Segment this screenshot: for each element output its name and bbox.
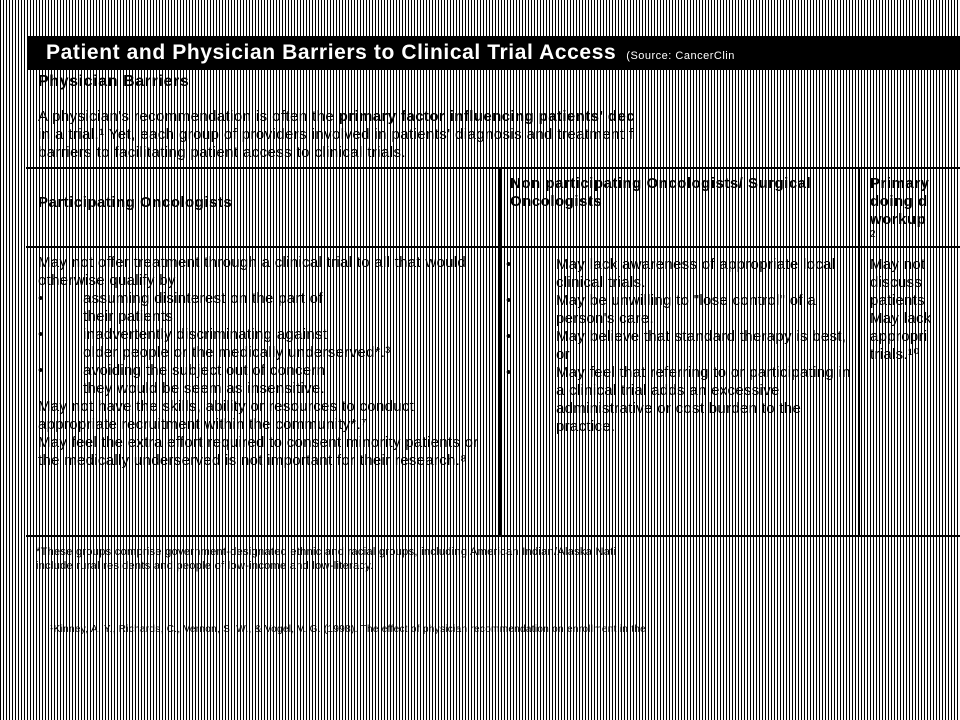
column-divider-1 bbox=[499, 167, 501, 537]
list-item: • inadvertently discriminating against bbox=[38, 326, 328, 343]
slide-title: Patient and Physician Barriers to Clinical Trial Access bbox=[46, 41, 617, 64]
cell-paragraph: May not have the skills, ability or resources to conduct appropriate recruitment within the community*.⁷ bbox=[38, 398, 415, 433]
table-top-rule bbox=[26, 167, 960, 169]
bullet-icon: • bbox=[38, 362, 44, 379]
participating-oncologists-cell: May not offer treatment through a clinical trial to all that would otherwise qualify by • assuming disinterest on the part of their patients • inadvertently discriminating against older people or the medically underserved*.³ • avoiding the subject out of concern they would be seem as insensitive. May not have the skills, ability or resources to conduct appropriate recruitment within the community*.⁷ May feel the extra effort required to consent minority patients or the medically underserved is not important for their research.⁸ bbox=[38, 254, 493, 532]
nonparticipating-oncologists-cell bbox=[506, 256, 856, 532]
header-participating-oncologists: Participating Oncologists bbox=[38, 194, 233, 211]
section-heading: Physician Barriers bbox=[38, 73, 190, 90]
header-nonparticipating-oncologists: Non participating Oncologists/ Surgical Oncologists bbox=[510, 175, 812, 210]
intro-line-2: in a trial.¹ Yet, each group of providers involved in patients' diagnosis and treatment f bbox=[38, 126, 634, 143]
table-bottom-rule bbox=[26, 535, 960, 537]
column-divider-2 bbox=[858, 167, 860, 537]
bullet-icon: • bbox=[38, 290, 44, 307]
bullet-icon: • bbox=[506, 256, 512, 273]
intro-line-1: A physician's recommendation is often the primary factor influencing patients' dec bbox=[38, 108, 635, 125]
header-superscript: 2 bbox=[870, 229, 877, 240]
bullet-icon: • bbox=[38, 326, 44, 343]
cell-paragraph: May feel the extra effort required to consent minority patients or the medically underserved is not important for their research.⁸ bbox=[38, 434, 479, 469]
primary-care-cell: May not discuss patients May lack appropri trials.¹⁰ bbox=[870, 256, 932, 363]
list-item: • avoiding the subject out of concern bbox=[38, 362, 326, 379]
list-item: • assuming disinterest on the part of bbox=[38, 290, 323, 307]
list-item: • May believe that standard therapy is best, or bbox=[506, 328, 847, 363]
cell-paragraph: May not offer treatment through a clinical trial to all that would otherwise qualify by bbox=[38, 254, 467, 289]
table-header-rule bbox=[26, 246, 960, 248]
intro-paragraph bbox=[38, 108, 960, 164]
slide-title-bar bbox=[28, 36, 960, 70]
list-item: • May lack awareness of appropriate local clinical trials. bbox=[506, 256, 836, 291]
bullet-icon: • bbox=[506, 328, 512, 345]
citation: ¹Kinney, A. Y., Richards, C., Vernon, S. W., & Vogel, V. G. (1998). The effect of physician recommendation on enrollment in the bbox=[50, 624, 646, 635]
bullet-icon: • bbox=[506, 364, 512, 381]
list-item: • May feel that referring to or participating in a clinical trial adds an excessive administrative or cost burden to the practice. bbox=[506, 364, 851, 435]
title-source: (Source: CancerClin bbox=[626, 50, 735, 62]
intro-line-3: barriers to facilitating patient access to clinical trials. bbox=[38, 144, 406, 161]
list-item: • May be unwilling to "lose control" of a person's care. bbox=[506, 292, 816, 327]
intro-emphasis: primary factor influencing patients' dec bbox=[338, 108, 635, 125]
header-primary-care: Primary doing d workup 2 bbox=[870, 175, 960, 241]
bullet-icon: • bbox=[506, 292, 512, 309]
footnote: *These groups comprise government-designated ethnic and racial groups, including American Indian/Alaska Nati include rural residents and people of low-income and low-literacy. bbox=[36, 546, 617, 572]
